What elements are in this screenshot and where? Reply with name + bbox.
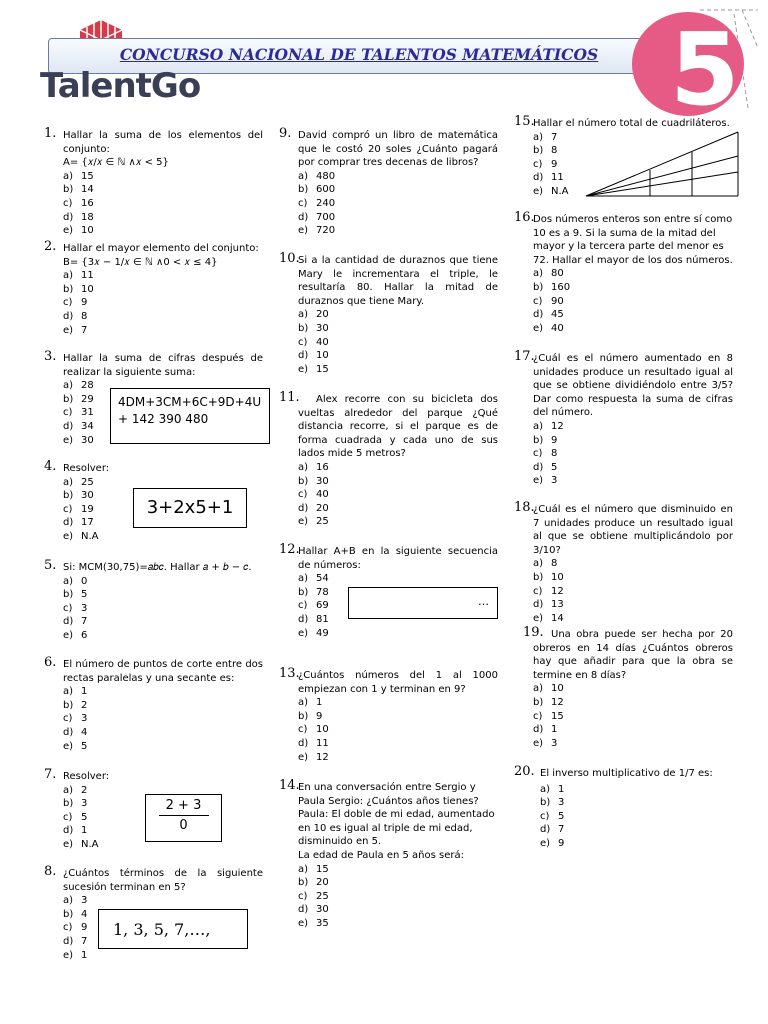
svg-text:5: 5 <box>670 11 740 118</box>
question-6: 6. El número de puntos de corte entre dos rectas paralelas y una secante es: a) 1 b) 2 c) 3 d) 4 e) 5 <box>44 655 263 752</box>
question-8: 8. ¿Cuántos términos de la siguiente sucesión terminan en 5? a) 3 b) 4 c) 9 d) 7 e) 1 <box>44 864 263 961</box>
sequence-box-2: … <box>348 587 498 619</box>
question-5: 5. Si: MCM(30,75)=𝑎𝑏𝑐. Hallar 𝑎 + 𝑏 − 𝑐. a) 0 b) 5 c) 3 d) 7 e) 6 <box>44 558 252 641</box>
question-18: 18. ¿Cuál es el número que disminuido en 7 unidades produce un resultado igual al que se obtiene multiplicándolo por 3/10? a) 8 b) 10 c) 12 d) 13 e) 14 <box>514 500 733 624</box>
question-4: 4. Resolver: a) 25 b) 30 c) 19 d) 17 e) N.A <box>44 459 110 542</box>
question-17: 17. ¿Cuál es el número aumentado en 8 unidades produce un resultado igual al que se obtiene dividiéndolo entre 3/5? Dar como respuesta la suma de cifras del número. a) 12 b) 9 c) 8 d) 5 e) 3 <box>514 349 733 487</box>
expression-box: 3+2x5+1 <box>133 488 247 528</box>
fraction-box <box>145 794 222 842</box>
question-1: 1. Hallar la suma de los elementos del conjunto: A= {𝑥/𝑥 ∈ ℕ ∧𝑥 < 5} a) 15 b) 14 c) 16 d) 18 e) 10 <box>44 126 263 237</box>
question-13: 13. ¿Cuántos números del 1 al 1000 empiezan con 1 y terminan en 9? a) 1 b) 9 c) 10 d) 11 e) 12 <box>279 666 498 763</box>
question-7: 7. Resolver: a) 2 b) 3 c) 5 d) 1 e) N.A <box>44 767 110 850</box>
question-9: 9. David compró un libro de matemática que le costó 20 soles ¿Cuánto pagará por comprar tres decenas de libros? a) 480 b) 600 c) 240 d) 700 e) 720 <box>279 126 498 237</box>
question-14: 14. En una conversación entre Sergio y Paula Sergio: ¿Cuántos años tienes? Paula: El doble de mi edad, aumentado en 10 es igual al triple de mi edad, disminuido en 5. La edad de Paula en 5 años será: a) 15 b) 20 c) 25 d) 30 e) 35 <box>279 778 495 929</box>
grade-badge <box>630 8 760 118</box>
question-15: 15. Hallar el número total de cuadriláteros. a) 7 b) 8 c) 9 d) 11 e) N.A <box>514 114 730 197</box>
question-19: 19. Una obra puede ser hecha por 20 obreros en 14 días ¿Cuántos obreros hay que añadir para que la obra se termine en 8 días? a) 10 b) 12 c) 15 d) 1 e) 3 <box>523 625 733 749</box>
quadrilaterals-figure <box>582 128 742 200</box>
question-16: 16. Dos números enteros son entre sí como 10 es a 9. Si la suma de la mitad del mayor y la tercera parte del menor es 72. Hallar el mayor de los dos números. a) 80 b) 160 c) 90 d) 45 e) 40 <box>514 210 733 334</box>
question-12: 12. Hallar A+B en la siguiente secuencia de números: a) 54 b) 78 c) 69 d) 81 e) 49 <box>279 542 498 639</box>
sequence-box: 1, 3, 5, 7,…, <box>98 909 248 949</box>
question-3: 3. Hallar la suma de cifras después de realizar la siguiente suma: a) 28 b) 29 c) 31 d) 34 e) 30 <box>44 349 263 446</box>
question-2: 2. Hallar el mayor elemento del conjunto: B= {3𝑥 − 1/𝑥 ∈ ℕ ∧0 < 𝑥 ≤ 4} a) 11 b) 10 c) 9 d) 8 e) 7 <box>44 239 259 336</box>
sum-expression-box: 4DM+3CM+6C+9D+4U + 142 390 480 <box>110 388 270 444</box>
logo: TalentGo <box>40 66 201 106</box>
fraction-numerator: 2 + 3 <box>165 798 202 813</box>
question-20: 20. El inverso multiplicativo de 1/7 es: a) 1 b) 3 c) 5 d) 7 e) 9 <box>514 764 713 849</box>
question-11: 11. Alex recorre con su bicicleta dos vueltas alrededor del parque ¿Qué distancia recorre, si el parque es de forma cuadrada y cada uno de sus lados mide 5 metros? a) 16 b) 30 c) 40 d) 20 e) 25 <box>279 390 498 528</box>
fraction-denominator: 0 <box>179 818 188 833</box>
page-title: CONCURSO NACIONAL DE TALENTOS MATEMÁTICOS <box>119 45 599 64</box>
question-10: 10. Si a la cantidad de duraznos que tiene Mary le incrementara el triple, le resultaría 80. Hallar la mitad de duraznos que tiene Mary. a) 20 b) 30 c) 40 d) 10 e) 15 <box>279 251 498 375</box>
